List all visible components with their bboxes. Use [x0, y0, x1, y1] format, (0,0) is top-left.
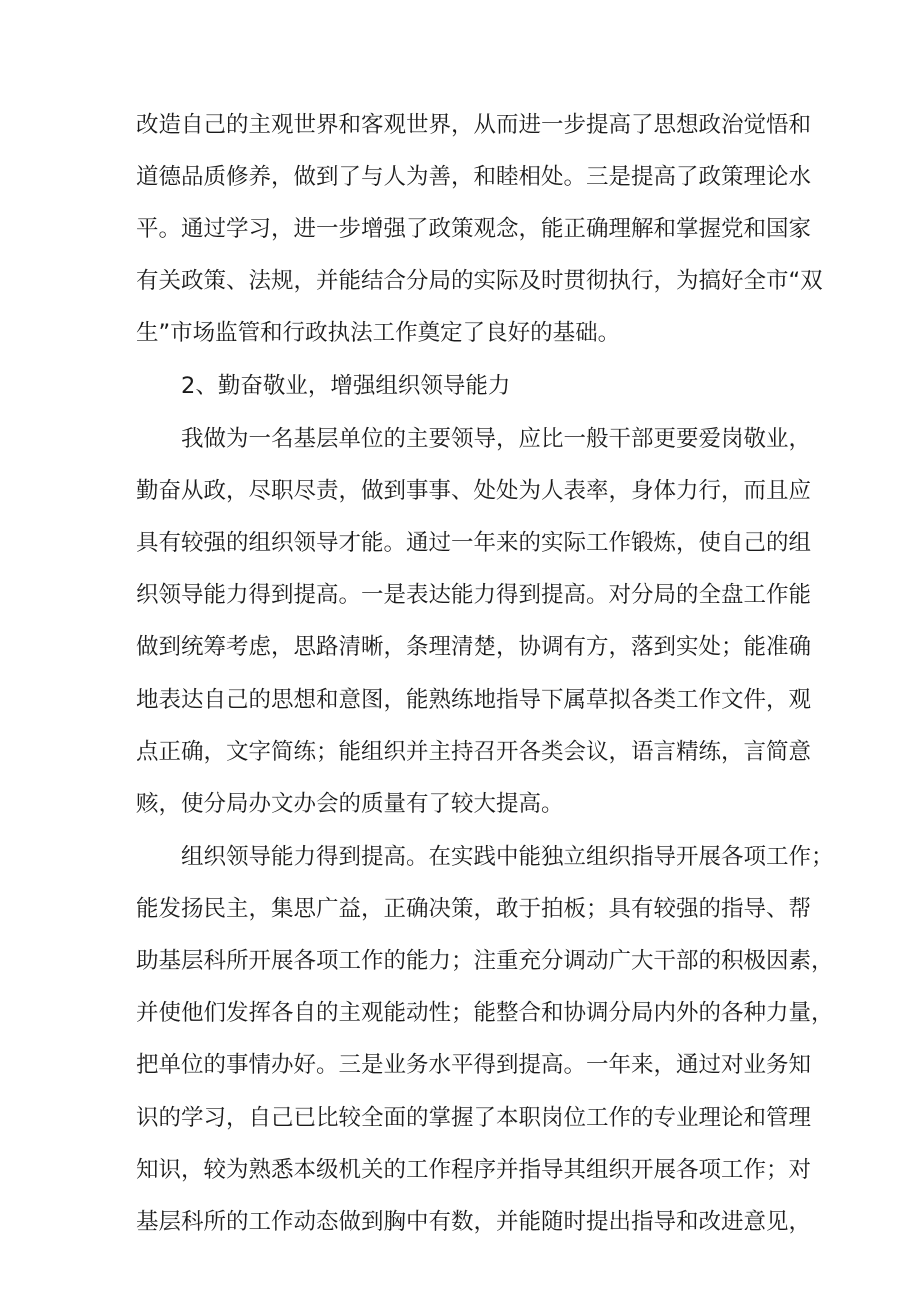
paragraph-line: 地表达自己的思想和意图，能熟练地指导下属草拟各类工作文件，观: [136, 687, 812, 713]
paragraph-line: 知识，较为熟悉本级机关的工作程序并指导其组织开展各项工作；对: [136, 1157, 812, 1183]
paragraph-line: 具有较强的组织领导才能。通过一年来的实际工作锻炼，使自己的组: [136, 530, 812, 556]
paragraph-line: 能发扬民主，集思广益，正确决策，敢于拍板；具有较强的指导、帮: [136, 896, 812, 922]
paragraph-line: 我做为一名基层单位的主要领导，应比一般干部更要爱岗敬业，: [181, 426, 812, 452]
paragraph-line: 基层科所的工作动态做到胸中有数，并能随时提出指导和改进意见，: [136, 1209, 812, 1235]
paragraph-line: 把单位的事情办好。三是业务水平得到提高。一年来，通过对业务知: [136, 1052, 812, 1078]
paragraph-line: 改造自己的主观世界和客观世界，从而进一步提高了思想政治觉悟和: [136, 112, 812, 138]
paragraph-line: 识的学习，自己已比较全面的掌握了本职岗位工作的专业理论和管理: [136, 1105, 812, 1131]
paragraph-line: 点正确，文字简练；能组织并主持召开各类会议，语言精练，言简意: [136, 739, 812, 765]
paragraph-line: 并使他们发挥各自的主观能动性；能整合和协调分局内外的各种力量，: [136, 1000, 834, 1026]
paragraph-line: 助基层科所开展各项工作的能力；注重充分调动广大干部的积极因素，: [136, 948, 834, 974]
paragraph-line: 道德品质修养，做到了与人为善，和睦相处。三是提高了政策理论水: [136, 164, 812, 190]
paragraph-line: 织领导能力得到提高。一是表达能力得到提高。对分局的全盘工作能: [136, 582, 812, 608]
paragraph-line: 勤奋从政，尽职尽责，做到事事、处处为人表率，身体力行，而且应: [136, 478, 812, 504]
paragraph-line: 有关政策、法规，并能结合分局的实际及时贯彻执行，为搞好全市“双: [136, 268, 823, 294]
section-heading: 2、勤奋敬业，增强组织领导能力: [181, 373, 511, 399]
paragraph-line: 赅，使分局办文办会的质量有了较大提高。: [136, 791, 564, 817]
paragraph-line: 做到统筹考虑，思路清晰，条理清楚，协调有方，落到实处；能准确: [136, 634, 812, 660]
paragraph-line: 组织领导能力得到提高。在实践中能独立组织指导开展各项工作；: [181, 844, 834, 870]
paragraph-line: 生”市场监管和行政执法工作奠定了良好的基础。: [136, 320, 621, 346]
paragraph-line: 平。通过学习，进一步增强了政策观念，能正确理解和掌握党和国家: [136, 216, 812, 242]
